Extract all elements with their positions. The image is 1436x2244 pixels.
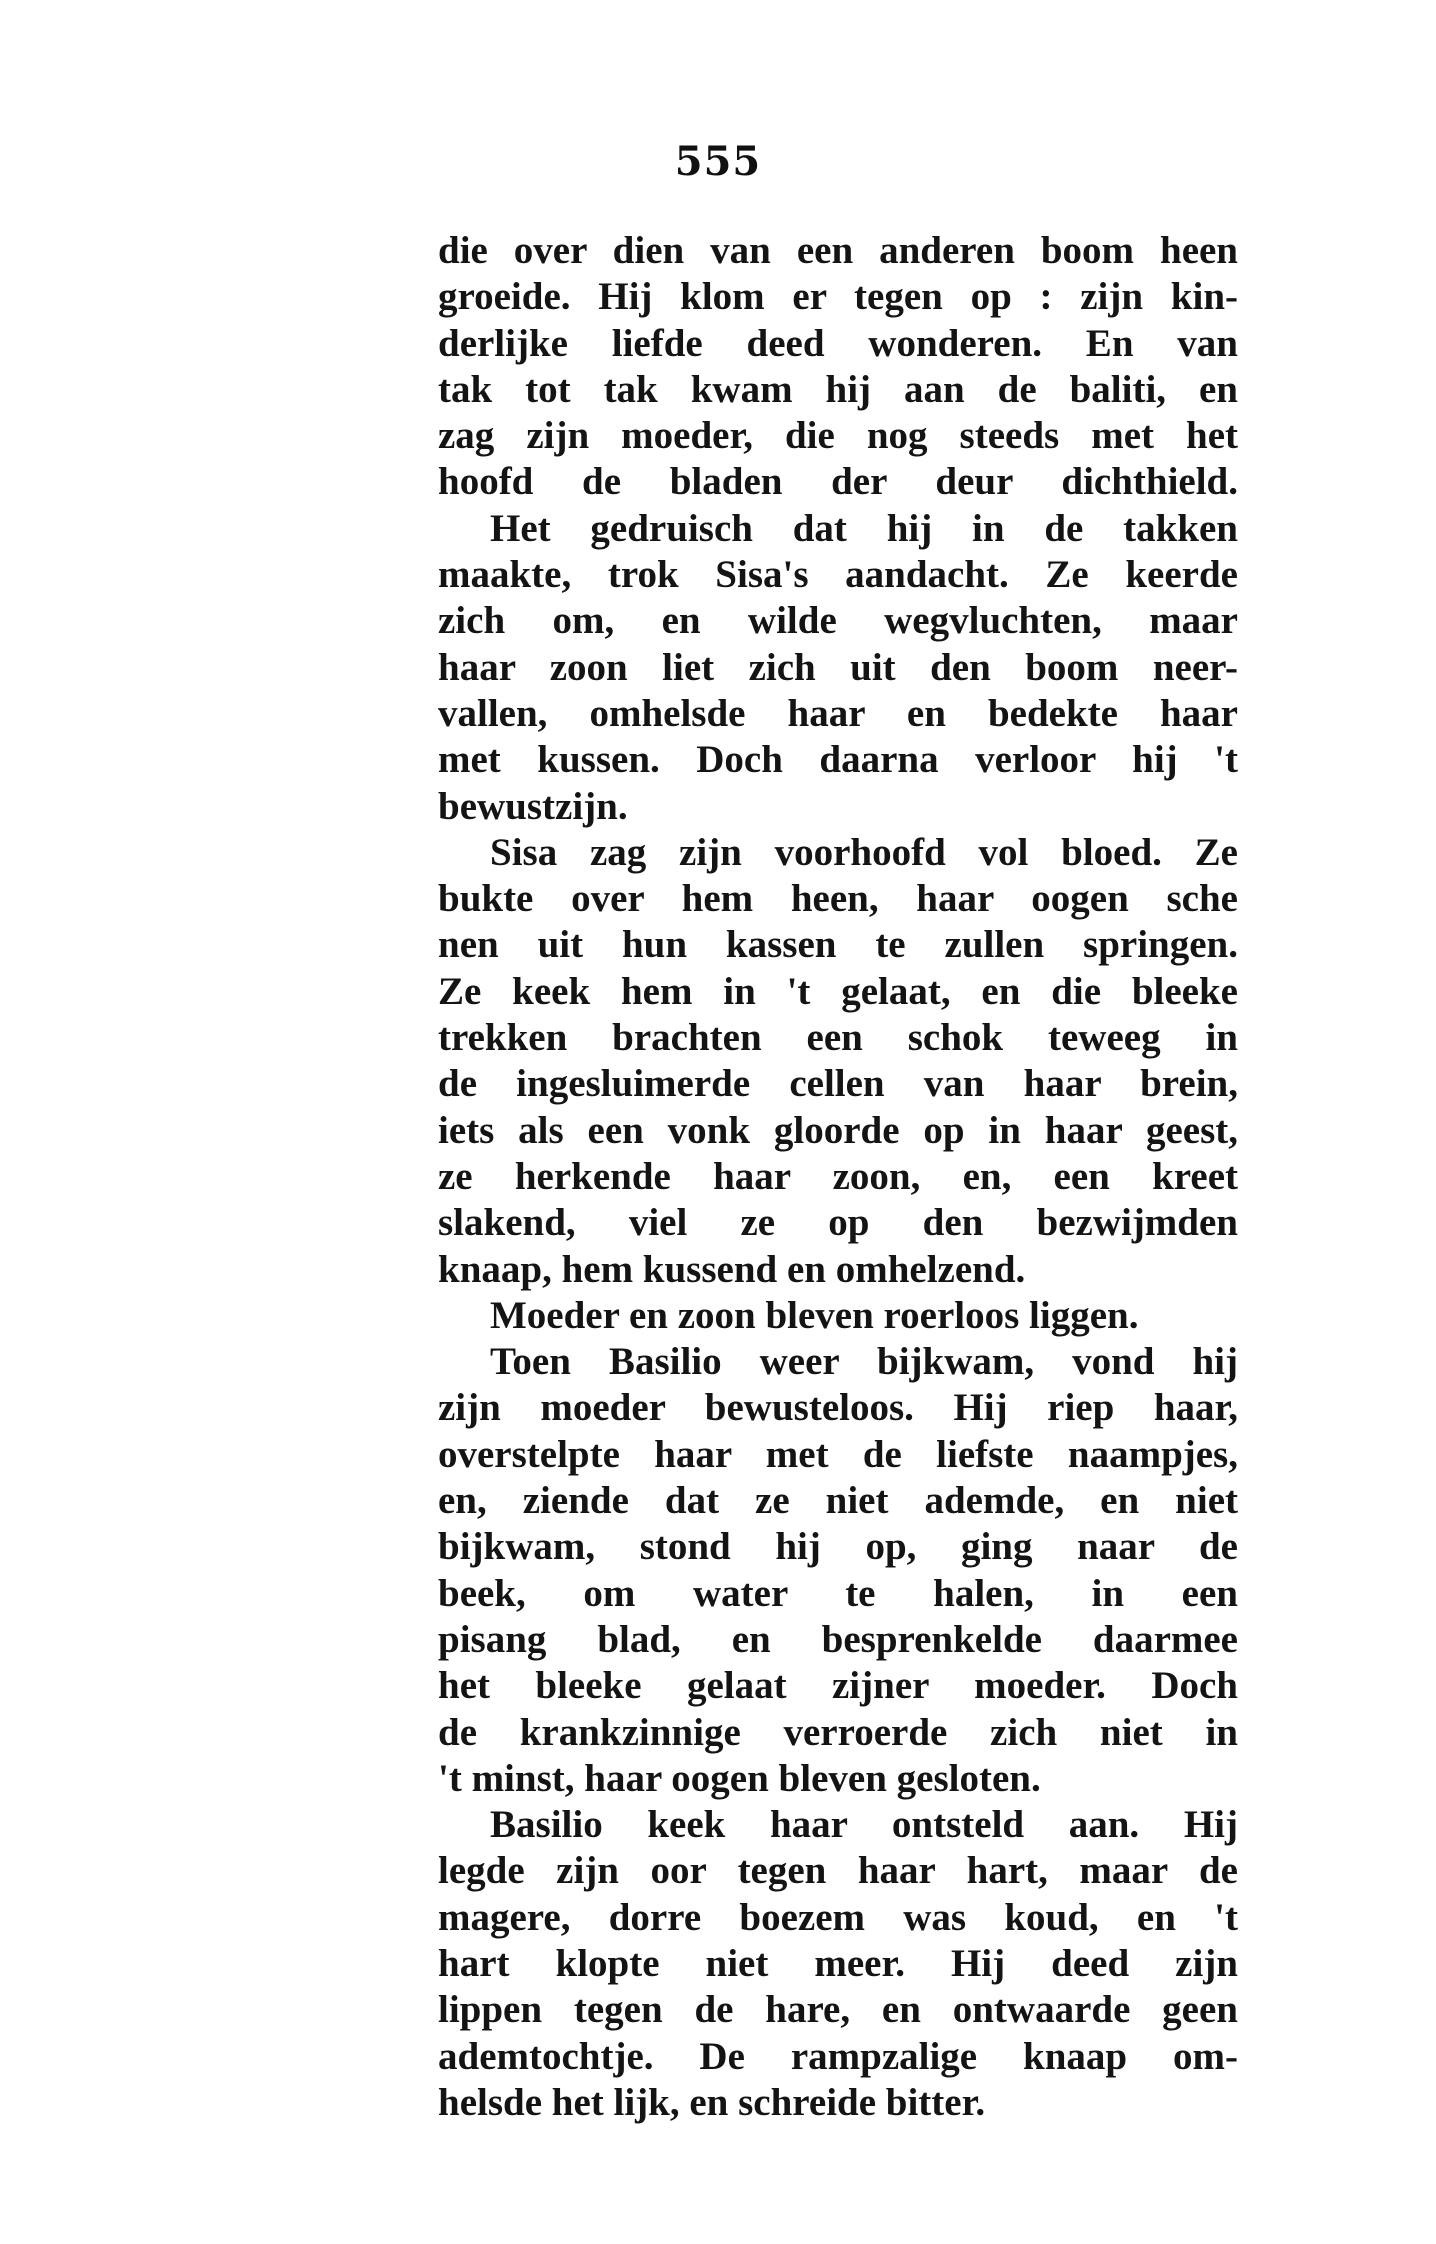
text-line: die over dien van een anderen boom heen xyxy=(438,229,1238,272)
text-line: de ingesluimerde cellen van haar brein, xyxy=(438,1062,1238,1106)
text-line: nen uit hun kassen te zullen springen. xyxy=(438,923,1238,967)
text-line: iets als een vonk gloorde op in haar geest, xyxy=(438,1108,1238,1152)
text-line: ze herkende haar zoon, en, een kreet xyxy=(438,1154,1238,1198)
text-line: pisang blad, en besprenkelde daarmee xyxy=(438,1617,1238,1661)
text-line: bewustzijn. xyxy=(438,784,628,828)
text-line: Het gedruisch dat hij in de takken xyxy=(490,506,1238,550)
text-line: vallen, omhelsde haar en bedekte haar xyxy=(438,691,1238,735)
text-line: helsde het lijk, en schreide bitter. xyxy=(438,2080,986,2124)
text-line: zag zijn moeder, die nog steeds met het xyxy=(438,414,1238,458)
text-line: tak tot tak kwam hij aan de baliti, en xyxy=(438,367,1238,411)
text-line: zich om, en wilde wegvluchten, maar xyxy=(438,599,1238,643)
text-line: het bleeke gelaat zijner moeder. Doch xyxy=(438,1664,1238,1708)
text-line: 't minst, haar oogen bleven gesloten. xyxy=(438,1756,1041,1800)
text-line: hart klopte niet meer. Hij deed zijn xyxy=(438,1941,1238,1985)
text-line: met kussen. Doch daarna verloor hij 't xyxy=(438,738,1238,782)
text-line: hoofd de bladen der deur dichthield. xyxy=(438,460,1238,504)
text-line: derlijke liefde deed wonderen. En van xyxy=(438,321,1238,365)
text-line: maakte, trok Sisa's aandacht. Ze keerde xyxy=(438,553,1238,597)
text-line: beek, om water te halen, in een xyxy=(438,1571,1238,1615)
text-line: overstelpte haar met de liefste naampjes, xyxy=(438,1432,1238,1476)
text-line: zijn moeder bewusteloos. Hij riep haar, xyxy=(438,1386,1238,1430)
text-line: lippen tegen de hare, en ontwaarde geen xyxy=(438,1988,1238,2032)
text-line: bukte over hem heen, haar oogen sche xyxy=(438,877,1238,921)
text-line: Moeder en zoon bleven roerloos liggen. xyxy=(490,1293,1139,1337)
text-line: ademtochtje. De rampzalige knaap om- xyxy=(438,2034,1238,2078)
text-line: bijkwam, stond hij op, ging naar de xyxy=(438,1525,1238,1569)
text-line: Basilio keek haar ontsteld aan. Hij xyxy=(490,1803,1238,1847)
text-line: de krankzinnige verroerde zich niet in xyxy=(438,1710,1238,1754)
text-line: slakend, viel ze op den bezwijmden xyxy=(438,1201,1238,1245)
text-line: haar zoon liet zich uit den boom neer- xyxy=(438,645,1238,689)
text-line: groeide. Hij klom er tegen op : zijn kin- xyxy=(438,275,1238,319)
body-text xyxy=(438,228,1238,2126)
text-line: Ze keek hem in 't gelaat, en die bleeke xyxy=(438,969,1238,1013)
text-line: Sisa zag zijn voorhoofd vol bloed. Ze xyxy=(490,830,1238,874)
text-line: magere, dorre boezem was koud, en 't xyxy=(438,1895,1238,1939)
text-line: legde zijn oor tegen haar hart, maar de xyxy=(438,1849,1238,1893)
page-number: 555 xyxy=(674,138,762,185)
text-line: Toen Basilio weer bijkwam, vond hij xyxy=(490,1340,1238,1384)
text-line: en, ziende dat ze niet ademde, en niet xyxy=(438,1479,1238,1523)
text-line: knaap, hem kussend en omhelzend. xyxy=(438,1247,1026,1291)
text-line: trekken brachten een schok teweeg in xyxy=(438,1016,1238,1060)
